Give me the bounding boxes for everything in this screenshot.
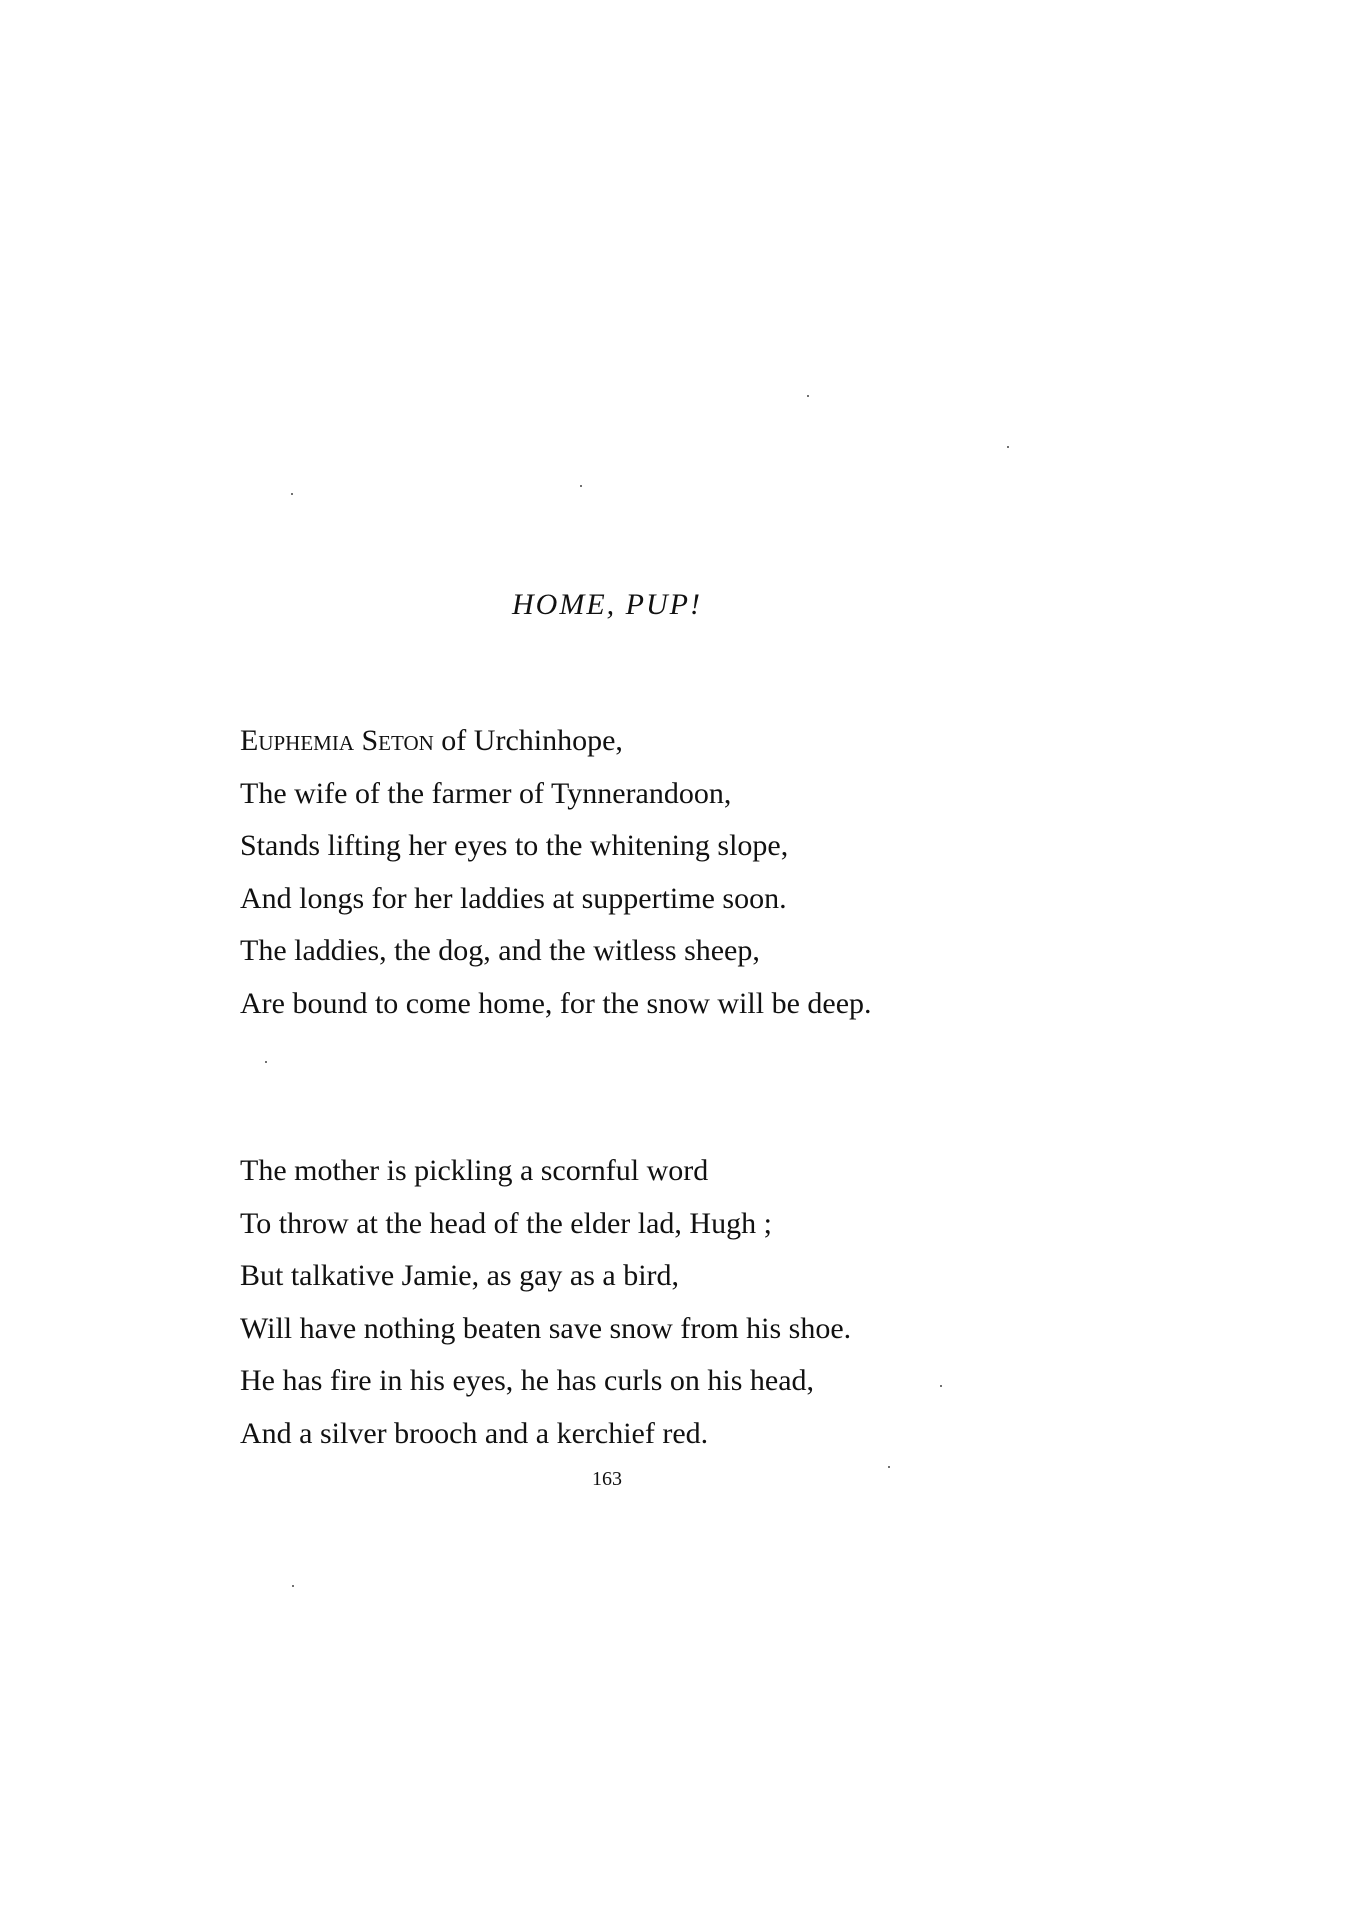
poem-title: HOME, PUP!	[512, 588, 702, 621]
author-name-smallcaps: Euphemia Seton	[240, 724, 434, 757]
poem-line: Are bound to come home, for the snow will be deep.	[240, 986, 872, 1020]
poem-line	[240, 715, 1240, 768]
poem-line: The wife of the farmer of Tynnerandoon,	[240, 776, 732, 810]
scan-speck	[265, 1061, 267, 1063]
poem-line: The laddies, the dog, and the witless sheep,	[240, 934, 760, 967]
poem-line: But talkative Jamie, as gay as a bird,	[240, 1259, 680, 1292]
poem-line: He has fire in his eyes, he has curls on his head,	[240, 1364, 815, 1397]
scan-speck	[1007, 446, 1009, 448]
poem-line-text: of Urchinhope,	[433, 724, 623, 757]
poem-line: To throw at the head of the elder lad, Hugh ;	[240, 1206, 772, 1240]
scan-speck	[292, 1585, 294, 1587]
scan-speck	[580, 485, 582, 487]
poem-line: And longs for her laddies at suppertime soon.	[240, 881, 787, 915]
page-number: 163	[592, 1468, 622, 1490]
poem-line: And a silver brooch and a kerchief red.	[240, 1416, 709, 1450]
poem-line: The mother is pickling a scornful word	[240, 1154, 709, 1187]
stanza-1	[240, 715, 1240, 1030]
stanza-2	[240, 1145, 1240, 1460]
poem-line: Stands lifting her eyes to the whitening slope,	[240, 829, 789, 862]
scan-speck	[291, 493, 293, 495]
poem-line: Will have nothing beaten save snow from his shoe.	[240, 1311, 852, 1345]
scan-speck	[807, 395, 809, 397]
